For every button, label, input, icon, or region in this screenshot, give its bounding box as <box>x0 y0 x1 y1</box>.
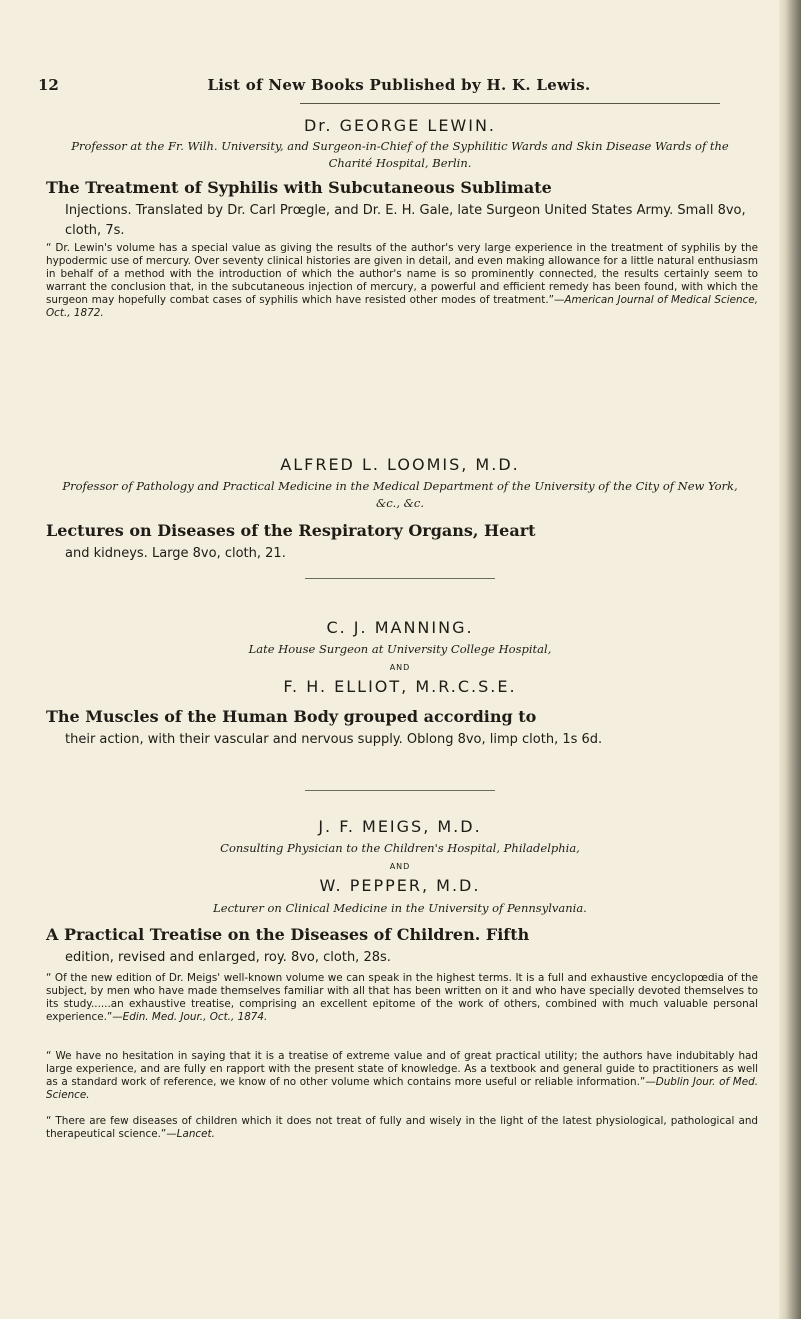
review-text: “ Of the new edition of Dr. Meigs' well-known volume we can speak in the highest terms. It is a full and exhaustive encyclopœdia of the subject, by men who have made themselves familiar with all that has been written on it and who have specially devoted themselves to its study......an exhaustive treatise, comprising an excellent epitome of the work of others, combined with much valuable personal experience.” <box>46 972 758 1024</box>
review-source: —Lancet. <box>166 1128 215 1141</box>
author-name: Dr. GEORGE LEWIN. <box>303 116 497 135</box>
book-entry <box>46 178 758 242</box>
header-rule <box>300 103 720 104</box>
review-source: —Edin. Med. Jour., Oct., 1874. <box>112 1011 268 1024</box>
author-affiliation: Professor of Pathology and Practical Medicine in the Medical Department of the University of the City of New York, &c., &c. <box>62 479 738 510</box>
author-affiliation: Consulting Physician to the Children's Hospital, Philadelphia, <box>220 841 580 855</box>
book-title: Lectures on Diseases of the Respiratory Organs, Heart <box>46 521 536 540</box>
coauthor-name: W. PEPPER, M.D. <box>319 876 481 895</box>
review-text: “ Dr. Lewin's volume has a special value as giving the results of the author's very large experience in the treatment of syphilis by the hypodermic use of mercury. Over seventy clinical histories are given in detail, and even making allowance for a little natural enthusiasm in behalf of a method with the introduction of which the author's name is so prominently connected, the results certainly seem to warrant the conclusion that, in the subcutaneous injection of mercury, a powerful and efficient remedy has been found, with which the surgeon may hopefully combat cases of syphilis which have resisted other modes of treatment.” <box>46 242 758 307</box>
review-source: —Dublin Jour. of Med. Science. <box>46 1076 758 1102</box>
section-divider <box>305 790 495 791</box>
book-entry <box>46 925 758 968</box>
author-name: J. F. MEIGS, M.D. <box>318 817 482 836</box>
book-details: and kidneys. Large 8vo, cloth, 21. <box>65 545 286 561</box>
book-title: The Muscles of the Human Body grouped according to <box>46 707 537 726</box>
coauthor-name: F. H. ELLIOT, M.R.C.S.E. <box>283 677 517 696</box>
book-details: their action, with their vascular and nervous supply. Oblong 8vo, limp cloth, 1s 6d. <box>65 731 603 747</box>
review-quote <box>46 1115 758 1141</box>
author-affiliation: Late House Surgeon at University College Hospital, <box>248 642 552 656</box>
book-entry <box>46 707 758 750</box>
and-separator: AND <box>389 663 411 672</box>
review-quote <box>46 972 758 1024</box>
author-name: C. J. MANNING. <box>326 618 474 637</box>
review-text: “ There are few diseases of children which it does not treat of fully and wisely in the light of the latest physiological, pathological and therapeutical science.” <box>46 1115 758 1141</box>
review-quote <box>46 242 758 321</box>
book-title: A Practical Treatise on the Diseases of Children. Fifth <box>46 925 530 944</box>
book-title: The Treatment of Syphilis with Subcutaneous Sublimate <box>46 178 552 197</box>
section-divider <box>305 578 495 579</box>
author-name: ALFRED L. LOOMIS, M.D. <box>280 455 520 474</box>
page-title: List of New Books Published by H. K. Lewis. <box>207 76 591 94</box>
coauthor-affiliation: Lecturer on Clinical Medicine in the University of Pennsylvania. <box>213 901 587 915</box>
review-text: “ We have no hesitation in saying that it is a treatise of extreme value and of great practical utility; the authors have indubitably had large experience, and are fully en rapport with the present state of knowledge. As a textbook and general guide to practitioners as well as a standard work of reference, we know of no other volume which contains more useful or reliable information.” <box>46 1050 758 1089</box>
author-affiliation: Professor at the Fr. Wilh. University, and Surgeon-in-Chief of the Syphilitic Wards and Skin Disease Wards of the Charité Hospital, Berlin. <box>71 139 729 170</box>
book-entry <box>46 521 758 564</box>
review-quote <box>46 1050 758 1102</box>
book-details: edition, revised and enlarged, roy. 8vo, cloth, 28s. <box>65 949 391 965</box>
page-edge-shadow <box>779 0 801 1319</box>
review-source: —American Journal of Medical Science, Oct., 1872. <box>46 294 758 320</box>
book-details: Injections. Translated by Dr. Carl Prœgle, and Dr. E. H. Gale, late Surgeon United States Army. Small 8vo, cloth, 7s. <box>65 202 746 238</box>
and-separator: AND <box>389 862 411 871</box>
page-number: 12 <box>38 76 59 94</box>
